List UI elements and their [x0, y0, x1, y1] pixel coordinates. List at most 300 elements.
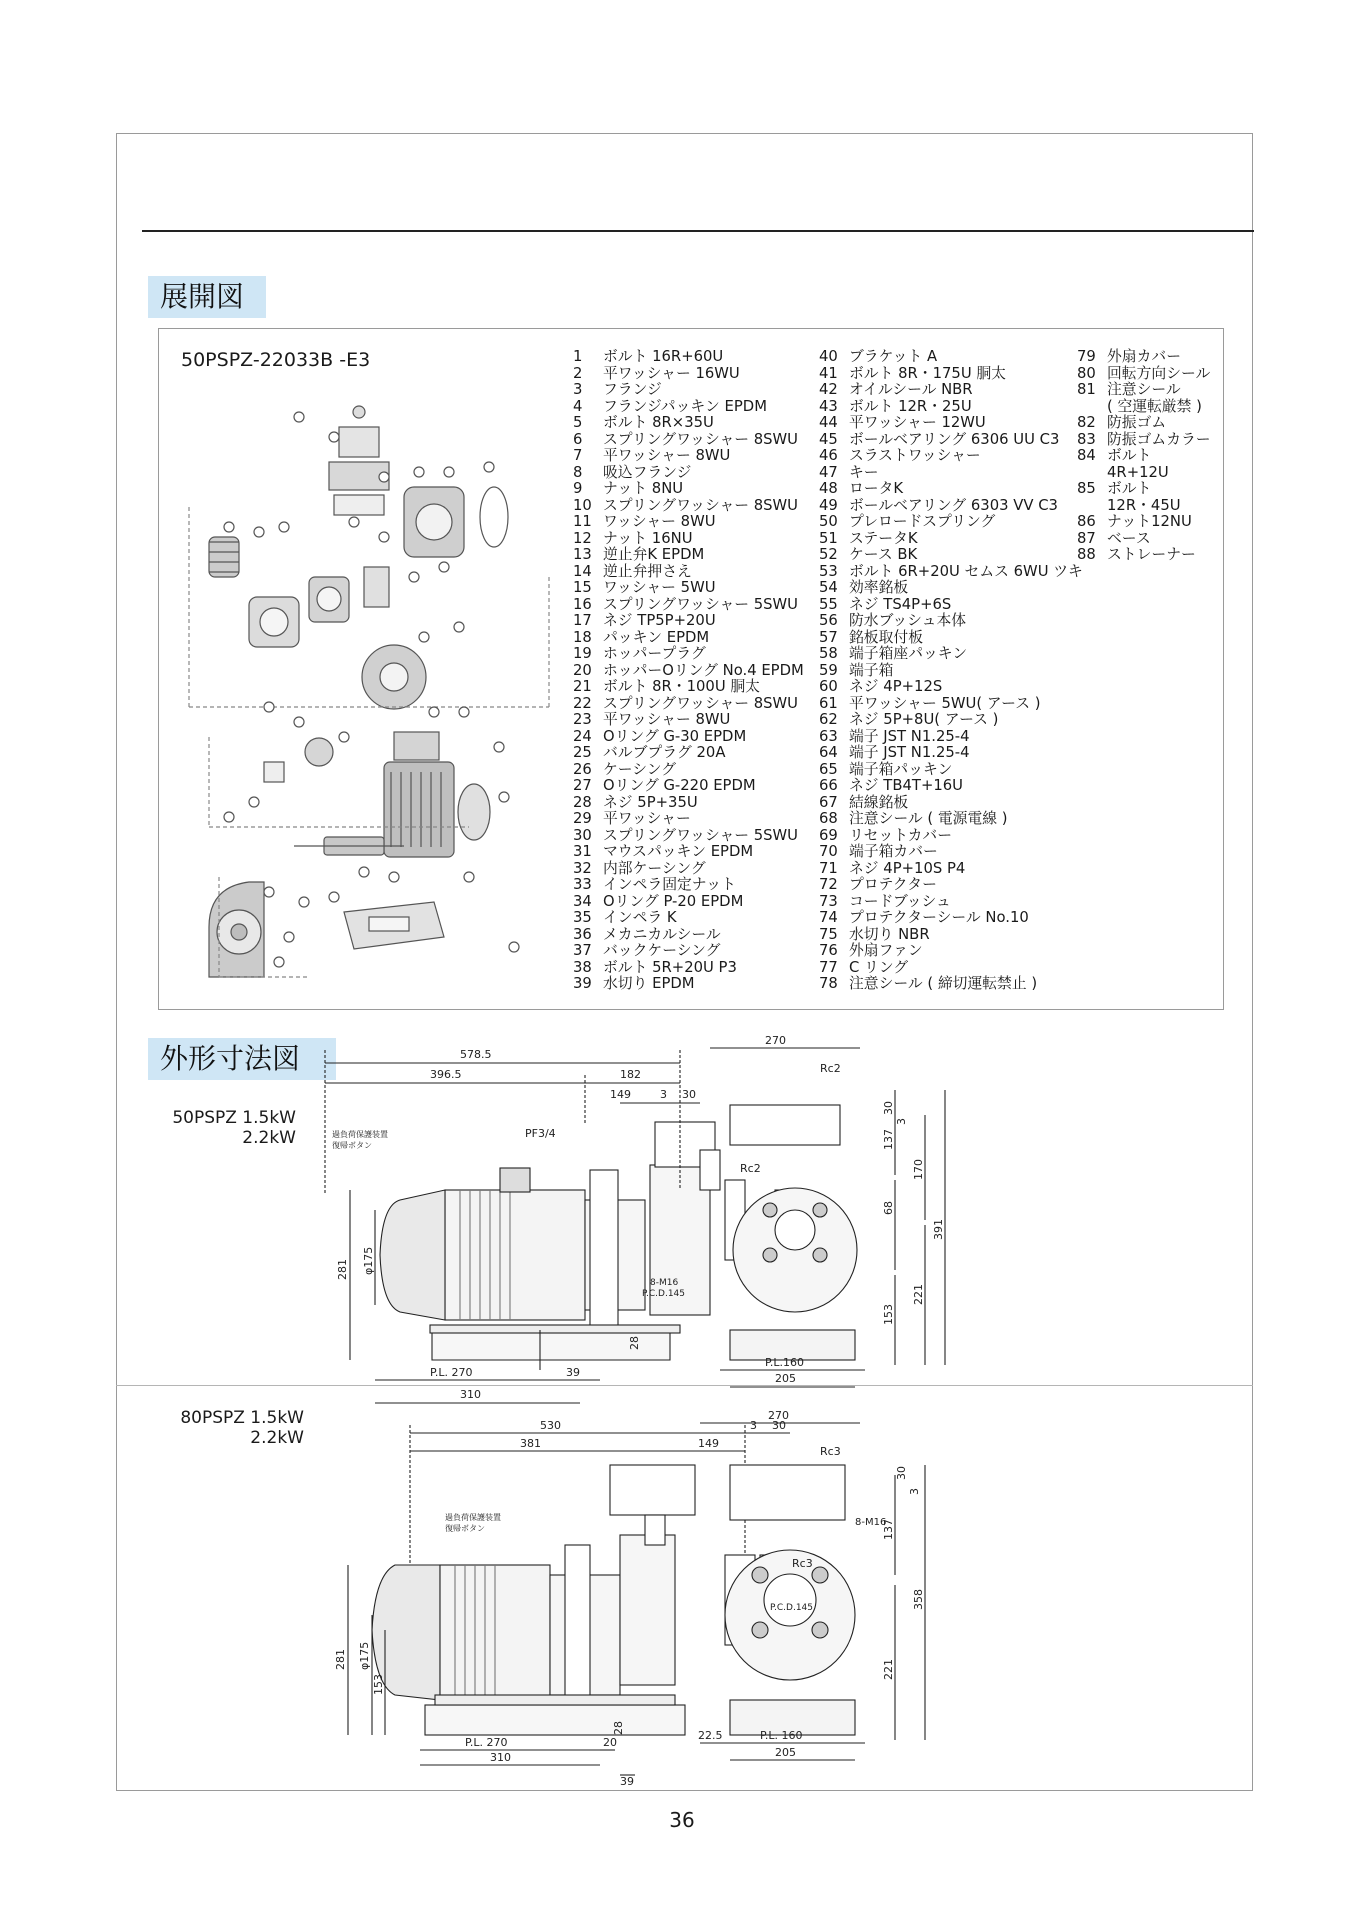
- part-name: ナット12NU: [1107, 513, 1192, 530]
- parts-list-item: [573, 613, 804, 630]
- parts-list-item: [1077, 415, 1211, 432]
- part-name: ネジ 4P+12S: [849, 678, 943, 695]
- part-name: ボルト 12R・25U: [849, 397, 972, 415]
- dim-68: 68: [882, 1201, 895, 1215]
- part-number: 65: [819, 760, 838, 778]
- dim-137: 137: [882, 1519, 895, 1540]
- part-number: 45: [819, 430, 838, 448]
- parts-list-item: [819, 762, 1083, 779]
- part-number: 17: [573, 612, 592, 629]
- parts-list-item: [573, 976, 804, 993]
- part-name: Oリング G-220 EPDM: [603, 777, 756, 794]
- part-number: 56: [819, 612, 838, 629]
- part-name: 結線銘板: [849, 793, 909, 811]
- dim-rc2b: Rc2: [820, 1062, 841, 1075]
- part-number: 58: [819, 645, 838, 662]
- part-name: 平ワッシャー 8WU: [603, 711, 731, 728]
- parts-list-item: [819, 498, 1083, 515]
- part-name: ストレーナー: [1107, 546, 1196, 563]
- dim-pl160: P.L.160: [765, 1356, 805, 1369]
- parts-list-item: [819, 547, 1083, 564]
- top-rule: [142, 230, 1254, 232]
- part-number: 61: [819, 694, 838, 712]
- parts-list-item: [573, 828, 804, 845]
- part-name: バルブプラグ 20A: [603, 744, 726, 761]
- parts-list-column-1: [573, 349, 804, 993]
- page-number: 36: [669, 1808, 695, 1832]
- parts-list-item: [819, 778, 1083, 795]
- dim-3: 3: [750, 1419, 757, 1432]
- parts-list-item: [819, 696, 1083, 713]
- part-name: 銘板取付板: [849, 628, 923, 646]
- dim-bolt: 8-M16: [855, 1517, 887, 1528]
- part-number: 75: [819, 925, 838, 943]
- part-name: ネジ 5P+35U: [603, 793, 698, 811]
- parts-list-item: [819, 564, 1083, 581]
- part-name: ボルト 6R+20U セムス 6WU ツキ: [849, 562, 1083, 580]
- part-name: ボルト 8R・100U 胴太: [603, 678, 760, 695]
- parts-list-item: [819, 877, 1083, 894]
- part-number: 12: [573, 529, 592, 547]
- part-name: ボールベアリング 6303 VV C3: [849, 496, 1058, 514]
- reset-note-b: 復帰ボタン: [445, 1524, 485, 1533]
- part-number: 37: [573, 942, 592, 959]
- parts-list-item: [573, 349, 804, 366]
- parts-list-item: [819, 679, 1083, 696]
- part-name: ケーシング: [603, 760, 677, 778]
- part-number: 27: [573, 777, 592, 794]
- model1-alt: 2.2kW: [242, 1128, 296, 1148]
- part-name: Oリング P-20 EPDM: [603, 892, 744, 910]
- dim-175: φ175: [358, 1641, 371, 1670]
- part-number: 53: [819, 562, 838, 580]
- dim-30: 30: [772, 1419, 786, 1432]
- dim-pl270: P.L. 270: [430, 1366, 473, 1379]
- dim-225: 22.5: [698, 1729, 723, 1742]
- part-name: プレロードスプリング: [849, 513, 996, 530]
- part-name: 水切り NBR: [849, 925, 930, 943]
- part-number: 25: [573, 744, 592, 761]
- parts-list-item: [819, 597, 1083, 614]
- part-name: 効率銘板: [849, 579, 909, 596]
- part-name: ナット 16NU: [603, 529, 693, 547]
- dim-28: 28: [612, 1721, 625, 1735]
- part-number: 55: [819, 595, 838, 613]
- dim-205: 205: [775, 1746, 796, 1759]
- part-number: 9: [573, 480, 583, 497]
- parts-list-item: [819, 382, 1083, 399]
- parts-list-item: [573, 762, 804, 779]
- part-number: 48: [819, 480, 838, 497]
- model1-name: 50PSPZ 1.5kW: [172, 1108, 296, 1128]
- parts-list-item: [819, 976, 1083, 993]
- part-number: 76: [819, 942, 838, 959]
- exploded-view-title: 展開図: [148, 276, 266, 318]
- dim-rc3: Rc3: [792, 1557, 813, 1570]
- parts-list-item: [819, 415, 1083, 432]
- dim-170: 170: [912, 1159, 925, 1180]
- part-number: 63: [819, 727, 838, 745]
- part-number: 13: [573, 546, 592, 563]
- part-number: 4: [573, 397, 583, 415]
- part-name: ボルト: [1107, 480, 1152, 497]
- part-number: 83: [1077, 430, 1096, 448]
- part-name: C リング: [849, 958, 909, 976]
- part-number: 19: [573, 645, 592, 662]
- dim-39: 39: [620, 1775, 634, 1788]
- part-name: フランジ: [603, 381, 662, 398]
- dim-530: 530: [540, 1419, 561, 1432]
- dim-270: 270: [768, 1409, 789, 1422]
- part-number: 51: [819, 529, 838, 547]
- part-number: 86: [1077, 513, 1096, 530]
- parts-list-item: [573, 630, 804, 647]
- part-number: 22: [573, 694, 592, 712]
- parts-list-item: [573, 729, 804, 746]
- dim-overall: 578.5: [460, 1048, 492, 1061]
- parts-list-item: [1077, 349, 1211, 366]
- part-name: ボルト 8R×35U: [603, 414, 714, 431]
- part-number: 66: [819, 777, 838, 794]
- parts-list-item: [1077, 432, 1211, 449]
- parts-list-item: [573, 795, 804, 812]
- parts-list-item: [819, 663, 1083, 680]
- part-number: 33: [573, 876, 592, 893]
- part-name: 平ワッシャー: [603, 810, 691, 827]
- parts-list-item: [819, 894, 1083, 911]
- part-name: スプリングワッシャー 5SWU: [603, 595, 799, 613]
- part-name: 平ワッシャー 16WU: [603, 364, 740, 382]
- part-number: 68: [819, 810, 838, 827]
- part-number: 80: [1077, 364, 1096, 382]
- parts-list-item: [819, 960, 1083, 977]
- part-name: ボルト: [1107, 447, 1152, 464]
- part-number: 73: [819, 892, 838, 910]
- part-number: 14: [573, 562, 592, 580]
- parts-list-item: [573, 844, 804, 861]
- parts-list-item: [819, 943, 1083, 960]
- parts-list-item: [573, 778, 804, 795]
- part-number: 41: [819, 364, 838, 382]
- part-number: 87: [1077, 529, 1096, 547]
- part-number: 35: [573, 909, 592, 926]
- parts-list-item: [573, 861, 804, 878]
- exploded-view-drawing: [169, 377, 569, 1002]
- part-name: オイルシール NBR: [849, 381, 973, 398]
- parts-list-item: [573, 415, 804, 432]
- part-number: 72: [819, 876, 838, 893]
- dim-221: 221: [882, 1659, 895, 1680]
- parts-list-item: [573, 547, 804, 564]
- parts-list-item: [1077, 366, 1211, 383]
- dim-205: 205: [775, 1372, 796, 1385]
- part-number: 20: [573, 661, 592, 679]
- part-number: 88: [1077, 546, 1096, 563]
- part-name: 防水ブッシュ本体: [849, 612, 967, 629]
- part-number: 60: [819, 678, 838, 695]
- outline-dimension-title: 外形寸法図: [148, 1038, 336, 1080]
- parts-list-item: [1077, 382, 1211, 399]
- part-number: 15: [573, 579, 592, 596]
- parts-list-column-3: [1077, 349, 1211, 564]
- parts-list-item: [573, 927, 804, 944]
- part-number: 40: [819, 348, 838, 365]
- part-number: 10: [573, 496, 592, 514]
- parts-list-item: [573, 481, 804, 498]
- parts-list-item: [819, 828, 1083, 845]
- parts-list-item: [1077, 481, 1211, 498]
- part-number: 64: [819, 744, 838, 761]
- exploded-model-label: 50PSPZ-22033B -E3: [181, 349, 371, 371]
- dim-pl160: P.L. 160: [760, 1729, 803, 1742]
- part-name: 端子箱パッキン: [849, 760, 953, 778]
- part-name: ボルト 8R・175U 胴太: [849, 364, 1006, 382]
- part-number: 82: [1077, 414, 1096, 431]
- dim-149: 149: [610, 1088, 631, 1101]
- part-name: ナット 8NU: [603, 480, 684, 497]
- dim-358: 358: [912, 1589, 925, 1610]
- parts-list-item: [819, 448, 1083, 465]
- part-number: 16: [573, 595, 592, 613]
- parts-list-item: [819, 910, 1083, 927]
- part-name: 逆止弁押さえ: [603, 562, 692, 580]
- part-name: スプリングワッシャー 8SWU: [603, 430, 799, 448]
- part-number: 6: [573, 430, 583, 448]
- part-name: パッキン EPDM: [603, 628, 710, 646]
- part-name: 端子箱カバー: [849, 843, 938, 860]
- part-number: 32: [573, 859, 592, 877]
- part-name: 注意シール ( 電源電線 ): [849, 810, 1008, 827]
- part-name: 外扇ファン: [849, 942, 923, 959]
- part-name: ネジ TB4T+16U: [849, 777, 963, 794]
- dim-281: 281: [336, 1259, 349, 1280]
- part-number: 69: [819, 826, 838, 844]
- dim-28: 28: [628, 1336, 641, 1350]
- part-number: 84: [1077, 447, 1096, 464]
- part-number: 85: [1077, 480, 1096, 497]
- model2-alt: 2.2kW: [250, 1428, 304, 1448]
- part-name: スプリングワッシャー 5SWU: [603, 826, 799, 844]
- part-name: リセットカバー: [849, 826, 952, 844]
- parts-list-item: [819, 729, 1083, 746]
- dim-270: 270: [765, 1034, 786, 1047]
- parts-list-item: [573, 745, 804, 762]
- part-number: 8: [573, 463, 583, 481]
- parts-list-item: [819, 712, 1083, 729]
- part-name: 端子箱: [849, 661, 894, 679]
- part-number: 26: [573, 760, 592, 778]
- parts-list-item: [1077, 547, 1211, 564]
- parts-list-item: [573, 399, 804, 416]
- dim-310: 310: [460, 1388, 481, 1401]
- part-name: 注意シール: [1107, 381, 1181, 398]
- part-name: 4R+12U: [1107, 463, 1169, 481]
- parts-list-item: [819, 514, 1083, 531]
- part-number: 21: [573, 678, 592, 695]
- parts-list-item: [1077, 514, 1211, 531]
- part-name: 平ワッシャー 12WU: [849, 414, 986, 431]
- part-name: メカニカルシール: [603, 925, 721, 943]
- part-number: 52: [819, 546, 838, 563]
- parts-list-item: [573, 382, 804, 399]
- part-name: 注意シール ( 締切運転禁止 ): [849, 975, 1038, 992]
- part-name: 内部ケーシング: [603, 859, 706, 877]
- dim-pcd: P.C.D.145: [770, 1603, 814, 1613]
- parts-list-item: [573, 960, 804, 977]
- part-number: 77: [819, 958, 838, 976]
- parts-list-item: [573, 597, 804, 614]
- part-number: 43: [819, 397, 838, 415]
- parts-list-item: [573, 712, 804, 729]
- parts-list-item: [573, 514, 804, 531]
- parts-list-item: [819, 745, 1083, 762]
- part-number: 2: [573, 364, 583, 382]
- part-name: ホッパーOリング No.4 EPDM: [603, 661, 804, 679]
- part-name: キー: [849, 463, 879, 481]
- part-name: 防振ゴムカラー: [1107, 430, 1211, 448]
- part-name: 12R・45U: [1107, 496, 1181, 514]
- parts-list-item: [1077, 448, 1211, 465]
- parts-list-item: [573, 448, 804, 465]
- reset-note: 過負荷保護装置: [445, 1513, 501, 1522]
- part-name: ホッパープラグ: [603, 645, 706, 662]
- dim-3: 3: [660, 1088, 667, 1101]
- model2-spec: [164, 1408, 304, 1448]
- part-name: 回転方向シール: [1107, 364, 1211, 382]
- parts-list-item: [819, 630, 1083, 647]
- parts-list-item: [819, 531, 1083, 548]
- dim-20: 20: [603, 1736, 617, 1749]
- model1-spec: [156, 1108, 296, 1148]
- part-name: ネジ 4P+10S P4: [849, 859, 966, 877]
- part-name: ネジ TS4P+6S: [849, 595, 952, 613]
- part-name: 平ワッシャー 8WU: [603, 447, 731, 464]
- parts-list-item: [1077, 465, 1211, 482]
- part-number: 57: [819, 628, 838, 646]
- dim-182: 182: [620, 1068, 641, 1081]
- parts-list-item: [1077, 498, 1211, 515]
- part-name: 端子 JST N1.25-4: [849, 727, 970, 745]
- part-name: プロテクターシール No.10: [849, 909, 1029, 926]
- part-number: 29: [573, 810, 592, 827]
- parts-list-item: [819, 861, 1083, 878]
- dim-149: 149: [698, 1437, 719, 1450]
- part-name: 外扇カバー: [1107, 348, 1181, 365]
- parts-list-item: [819, 349, 1083, 366]
- parts-list-item: [819, 465, 1083, 482]
- dim-281: 281: [334, 1649, 347, 1670]
- parts-list-item: [819, 927, 1083, 944]
- dim-30: 30: [682, 1088, 696, 1101]
- dim-137: 137: [882, 1129, 895, 1150]
- part-name: コードブッシュ: [849, 892, 951, 910]
- part-number: 1: [573, 348, 583, 365]
- part-number: 44: [819, 414, 838, 431]
- parts-list-item: [819, 795, 1083, 812]
- section-divider: [116, 1385, 1253, 1386]
- dim-v30: 30: [895, 1466, 908, 1480]
- parts-list-item: [819, 613, 1083, 630]
- reset-note: 過負荷保護装置: [332, 1130, 388, 1139]
- dim-pf: PF3/4: [525, 1127, 556, 1140]
- part-name: インペラ K: [603, 909, 677, 926]
- parts-list-item: [819, 432, 1083, 449]
- part-name: 防振ゴム: [1107, 414, 1167, 431]
- parts-list-item: [819, 844, 1083, 861]
- part-number: 79: [1077, 348, 1096, 365]
- part-name: ステータK: [849, 529, 918, 547]
- part-number: 46: [819, 447, 838, 464]
- dim-175: φ175: [362, 1246, 375, 1275]
- part-name: ワッシャー 8WU: [603, 513, 716, 530]
- parts-list-item: [573, 894, 804, 911]
- part-name: ロータK: [849, 480, 904, 497]
- part-name: マウスパッキン EPDM: [603, 843, 754, 860]
- part-number: 62: [819, 711, 838, 728]
- model1-dimension-drawing: [320, 1030, 1080, 1401]
- dim-396: 396.5: [430, 1068, 462, 1081]
- part-number: 7: [573, 447, 583, 464]
- part-number: 30: [573, 826, 592, 844]
- parts-list-item: [573, 498, 804, 515]
- part-number: 11: [573, 513, 592, 530]
- part-number: 42: [819, 381, 838, 398]
- part-name: ネジ TP5P+20U: [603, 612, 716, 629]
- part-name: スラストワッシャー: [849, 447, 981, 464]
- part-name: プロテクター: [849, 876, 937, 893]
- part-name: バックケーシング: [603, 942, 721, 959]
- dim-v30: 30: [882, 1101, 895, 1115]
- part-number: 74: [819, 909, 838, 926]
- part-name: ベース: [1107, 529, 1151, 547]
- dim-pl270: P.L. 270: [465, 1736, 508, 1749]
- dim-310: 310: [490, 1751, 511, 1764]
- part-number: 50: [819, 513, 838, 530]
- part-name: ( 空運転厳禁 ): [1107, 397, 1202, 415]
- dim-381: 381: [520, 1437, 541, 1450]
- parts-list-item: [573, 696, 804, 713]
- part-name: 端子 JST N1.25-4: [849, 744, 970, 761]
- parts-list-item: [573, 465, 804, 482]
- parts-list-item: [819, 580, 1083, 597]
- part-name: 平ワッシャー 5WU( アース ): [849, 694, 1041, 712]
- part-name: ネジ 5P+8U( アース ): [849, 711, 999, 728]
- dim-rc2: Rc2: [740, 1162, 761, 1175]
- parts-list-column-2: [819, 349, 1083, 993]
- part-name: ボルト 16R+60U: [603, 348, 724, 365]
- part-number: 3: [573, 381, 583, 398]
- exploded-view-panel: [158, 328, 1224, 1010]
- part-number: 28: [573, 793, 592, 811]
- parts-list-item: [573, 366, 804, 383]
- dim-221: 221: [912, 1284, 925, 1305]
- part-number: 24: [573, 727, 592, 745]
- dim-pcd: P.C.D.145: [642, 1289, 686, 1299]
- part-number: 67: [819, 793, 838, 811]
- part-number: 81: [1077, 381, 1096, 398]
- parts-list-item: [819, 646, 1083, 663]
- parts-list-item: [573, 432, 804, 449]
- parts-list-item: [573, 679, 804, 696]
- part-name: ボルト 5R+20U P3: [603, 958, 737, 976]
- parts-list-item: [1077, 399, 1211, 416]
- parts-list-item: [819, 481, 1083, 498]
- part-number: 47: [819, 463, 838, 481]
- part-name: スプリングワッシャー 8SWU: [603, 496, 799, 514]
- model2-name: 80PSPZ 1.5kW: [180, 1408, 304, 1428]
- model2-dimension-drawing: [320, 1405, 1080, 1788]
- part-number: 54: [819, 579, 838, 596]
